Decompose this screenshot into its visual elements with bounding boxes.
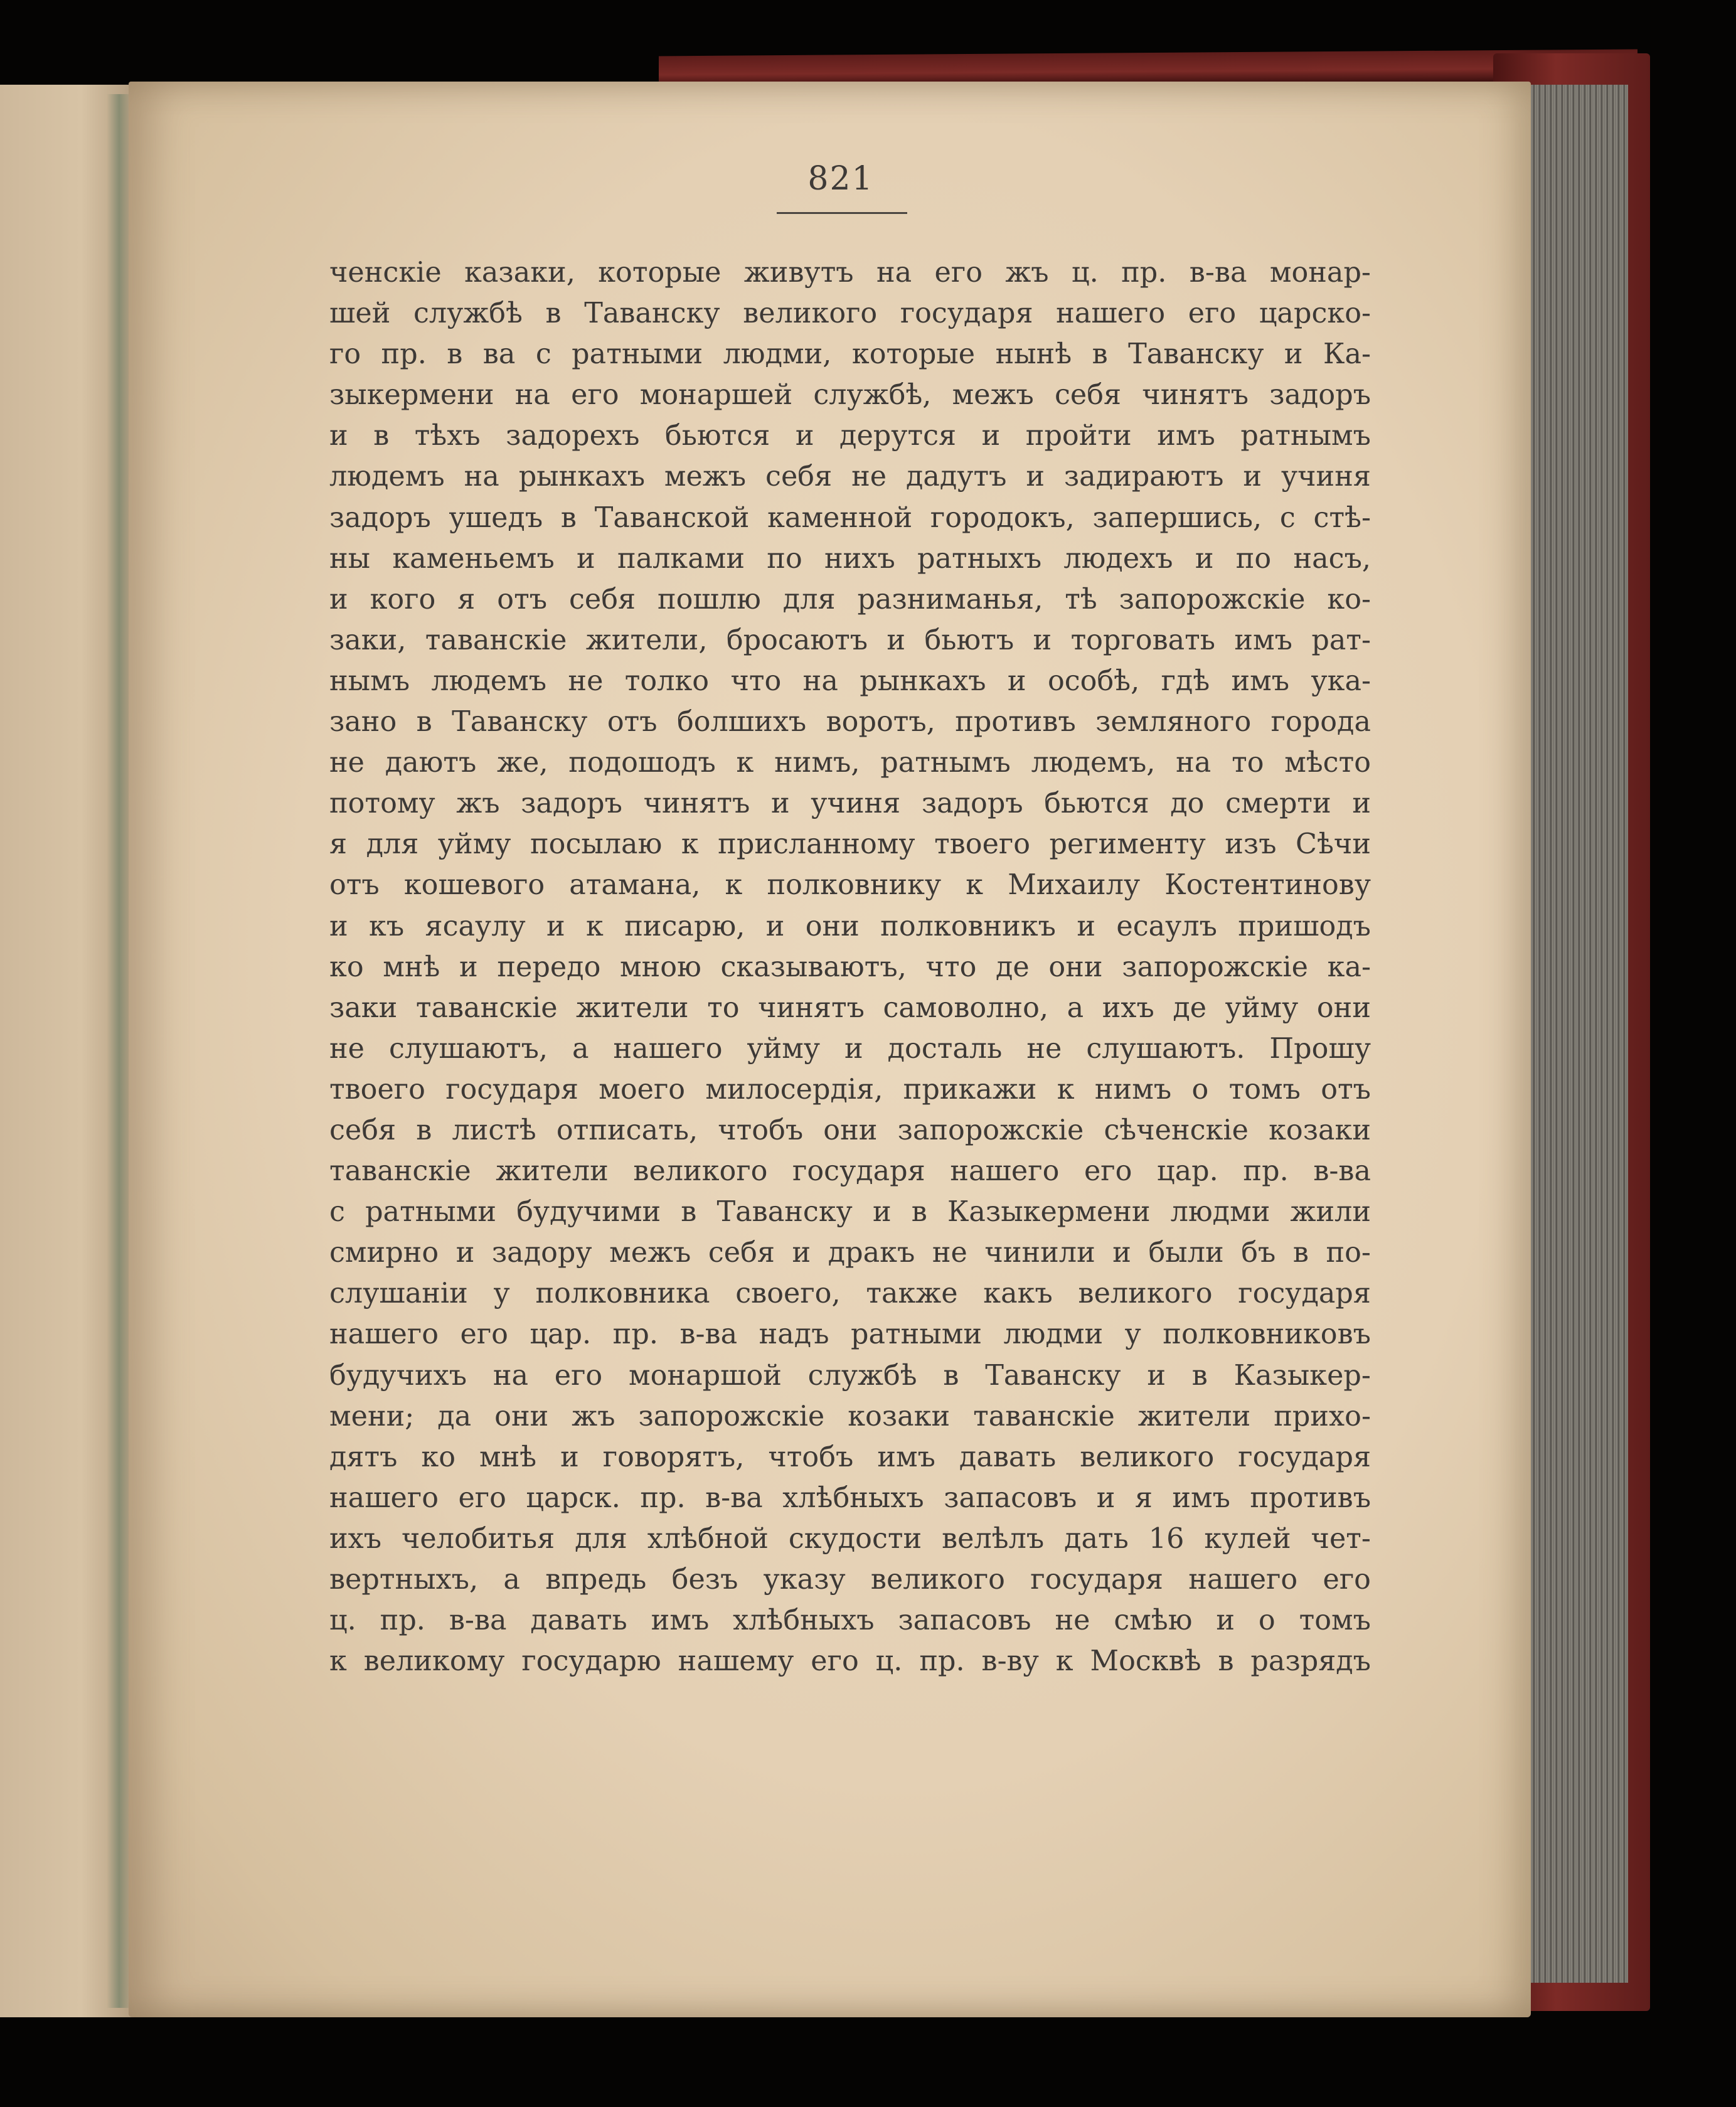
text-line: заки таванскіе жители то чинятъ самоволно, а ихъ де уйму они [329, 991, 1371, 1024]
text-line: ко мнѣ и передо мною сказываютъ, что де они запорожскіе ка- [329, 951, 1371, 983]
text-line: ченскіе казаки, которые живутъ на его жъ ц. пр. в-ва монар- [329, 257, 1371, 289]
left-page-binding-stain [107, 94, 132, 2008]
text-line: не слушаютъ, а нашего уйму и досталь не слушаютъ. Прошу [329, 1032, 1371, 1065]
text-line: к великому государю нашему его ц. пр. в-ву к Москвѣ в разрядъ [329, 1645, 1371, 1678]
text-line: зано в Таванску отъ болшихъ воротъ, противъ земляного города [329, 706, 1371, 739]
text-line: го пр. в ва с ратными людми, которые нынѣ в Таванску и Ка- [329, 338, 1371, 371]
text-line: нашего его цар. пр. в-ва надъ ратными людми у полковниковъ [329, 1318, 1371, 1351]
text-line: слушаніи у полковника своего, также какъ великого государя [329, 1278, 1371, 1310]
text-line: нашего его царск. пр. в-ва хлѣбныхъ запасовъ и я имъ противъ [329, 1481, 1371, 1514]
text-line: я для уйму посылаю к присланному твоего регименту изъ Сѣчи [329, 828, 1371, 861]
text-line: твоего государя моего милосердія, прикажи к нимъ о томъ отъ [329, 1073, 1371, 1106]
page-number: 821 [807, 160, 874, 198]
body-text [329, 252, 1371, 1682]
text-line: с ратными будучими в Таванску и в Казыкермени людми жили [329, 1196, 1371, 1229]
text-line: заки, таванскіе жители, бросаютъ и бьютъ и торговать имъ рат- [329, 624, 1371, 656]
text-line: зыкермени на его монаршей службѣ, межъ себя чинятъ задоръ [329, 379, 1371, 412]
text-line: ц. пр. в-ва давать имъ хлѣбныхъ запасовъ не смѣю и о томъ [329, 1604, 1371, 1637]
page-number-rule [777, 212, 907, 214]
text-line: вертныхъ, а впредь безъ указу великого государя нашего его [329, 1564, 1371, 1596]
text-line: ихъ челобитья для хлѣбной скудости велѣлъ дать 16 кулей чет- [329, 1522, 1371, 1555]
text-line: не даютъ же, подошодъ к нимъ, ратнымъ людемъ, на то мѣсто [329, 747, 1371, 779]
text-line: себя в листѣ отписать, чтобъ они запорожскіе сѣченскіе козаки [329, 1114, 1371, 1146]
text-line: ны каменьемъ и палками по нихъ ратныхъ людехъ и по насъ, [329, 542, 1371, 575]
text-line: таванскіе жители великого государя нашего его цар. пр. в-ва [329, 1155, 1371, 1188]
text-line: людемъ на рынкахъ межъ себя не дадутъ и задираютъ и учиня [329, 461, 1371, 493]
text-line: отъ кошевого атамана, к полковнику к Михаилу Костентинову [329, 869, 1371, 902]
page-edges [1525, 85, 1628, 1983]
text-line: шей службѣ в Тавансκу великого государя нашего его царско- [329, 297, 1371, 330]
text-line: будучихъ на его монаршой службѣ в Таванску и в Казыкер- [329, 1359, 1371, 1392]
text-line: мени; да они жъ запорожскіе козаки таванскіе жители прихо- [329, 1400, 1371, 1432]
text-line: и къ ясаулу и к писарю, и они полковникъ и есаулъ пришодъ [329, 910, 1371, 942]
text-line: и кого я отъ себя пошлю для разниманья, тѣ запорожскіе ко- [329, 583, 1371, 616]
text-line: смирно и задору межъ себя и дракъ не чинили и были бъ в по- [329, 1237, 1371, 1269]
text-line: нымъ людемъ не толко что на рынкахъ и особѣ, гдѣ имъ ука- [329, 664, 1371, 697]
text-line: задоръ ушедъ в Таванской каменной городокъ, запершись, с стѣ- [329, 501, 1371, 534]
text-line: дятъ ко мнѣ и говорятъ, чтобъ имъ давать великого государя [329, 1441, 1371, 1473]
text-line: и в тѣхъ задорехъ бьются и дерутся и пройти имъ ратнымъ [329, 420, 1371, 452]
text-line: потому жъ задоръ чинятъ и учиня задоръ бьются до смерти и [329, 787, 1371, 820]
